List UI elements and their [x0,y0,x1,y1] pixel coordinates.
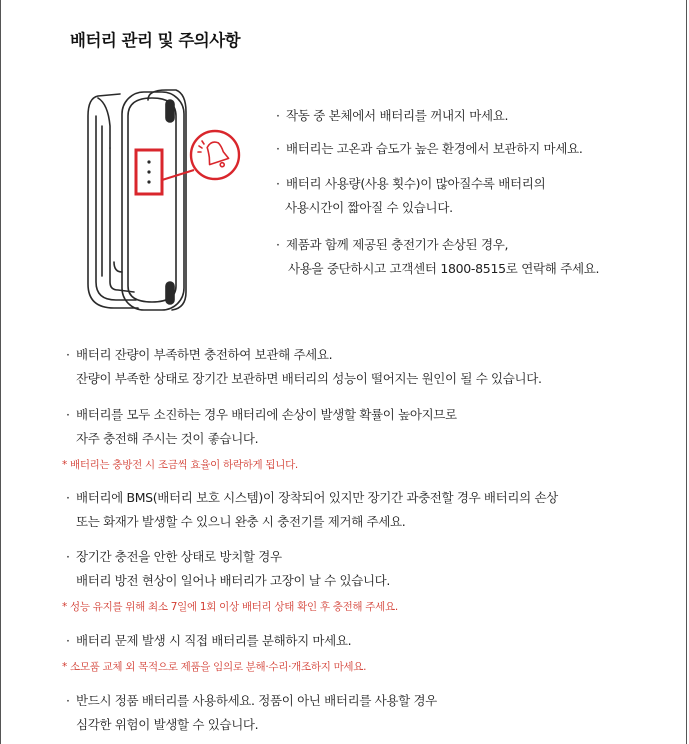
page-title: 배터리 관리 및 주의사항 [70,31,241,50]
item-6-line-1: · 반드시 정품 배터리를 사용하세요. 정품이 아닌 배터리를 사용할 경우 [66,693,437,708]
item-4-line-2: 배터리 방전 현상이 일어나 배터리가 고장이 날 수 있습니다. [76,573,391,588]
item-6-line-2: 심각한 위험이 발생할 수 있습니다. [76,717,259,732]
top-item-3-line-2: 사용시간이 짧아질 수 있습니다. [285,200,453,215]
top-item-1-line-1: · 작동 중 본체에서 배터리를 꺼내지 마세요. [276,108,509,123]
item-4-line-1: · 장기간 충전을 안한 상태로 방치할 경우 [66,549,282,564]
item-3-line-1: · 배터리에 BMS(배터리 보호 시스템)이 장착되어 있지만 장기간 과충전할 경우 배터리의 손상 [66,490,558,505]
item-1-line-1: · 배터리 잔량이 부족하면 충전하여 보관해 주세요. [66,347,333,362]
item-4-note: * 성능 유지를 위해 최소 7일에 1회 이상 배터리 상태 확인 후 충전해 주세요. [62,601,398,613]
top-item-3-line-1: · 배터리 사용량(사용 횟수)이 많아질수록 배터리의 [276,176,546,191]
item-2-note: * 배터리는 충방전 시 조금씩 효율이 하락하게 됩니다. [62,459,298,471]
top-item-2-line-1: · 배터리는 고온과 습도가 높은 환경에서 보관하지 마세요. [276,141,583,156]
top-item-4-line-2: 사용을 중단하시고 고객센터 1800-8515로 연락해 주세요. [288,261,600,276]
top-item-4-line-1: · 제품과 함께 제공된 충전기가 손상된 경우, [276,237,509,252]
item-2-line-1: · 배터리를 모두 소진하는 경우 배터리에 손상이 발생할 확률이 높아지므로 [66,407,457,422]
device-body [122,92,184,310]
callout-connector [162,170,194,180]
device-front-cap [148,90,186,310]
item-5-note: * 소모품 교체 외 목적으로 제품을 임의로 분해·수리·개조하지 마세요. [62,661,367,673]
led-indicator-dots [147,160,150,183]
item-3-line-2: 또는 화재가 발생할 수 있으니 완충 시 충전기를 제거해 주세요. [76,514,406,529]
item-1-line-2: 잔량이 부족한 상태로 장기간 보관하면 배터리의 성능이 떨어지는 원인이 될 수 있습니다. [76,371,542,386]
item-2-line-2: 자주 충전해 주시는 것이 좋습니다. [76,431,259,446]
device-illustration [78,86,268,316]
alarm-callout-circle [191,131,239,179]
item-5-line-1: · 배터리 문제 발생 시 직접 배터리를 분해하지 마세요. [66,633,352,648]
